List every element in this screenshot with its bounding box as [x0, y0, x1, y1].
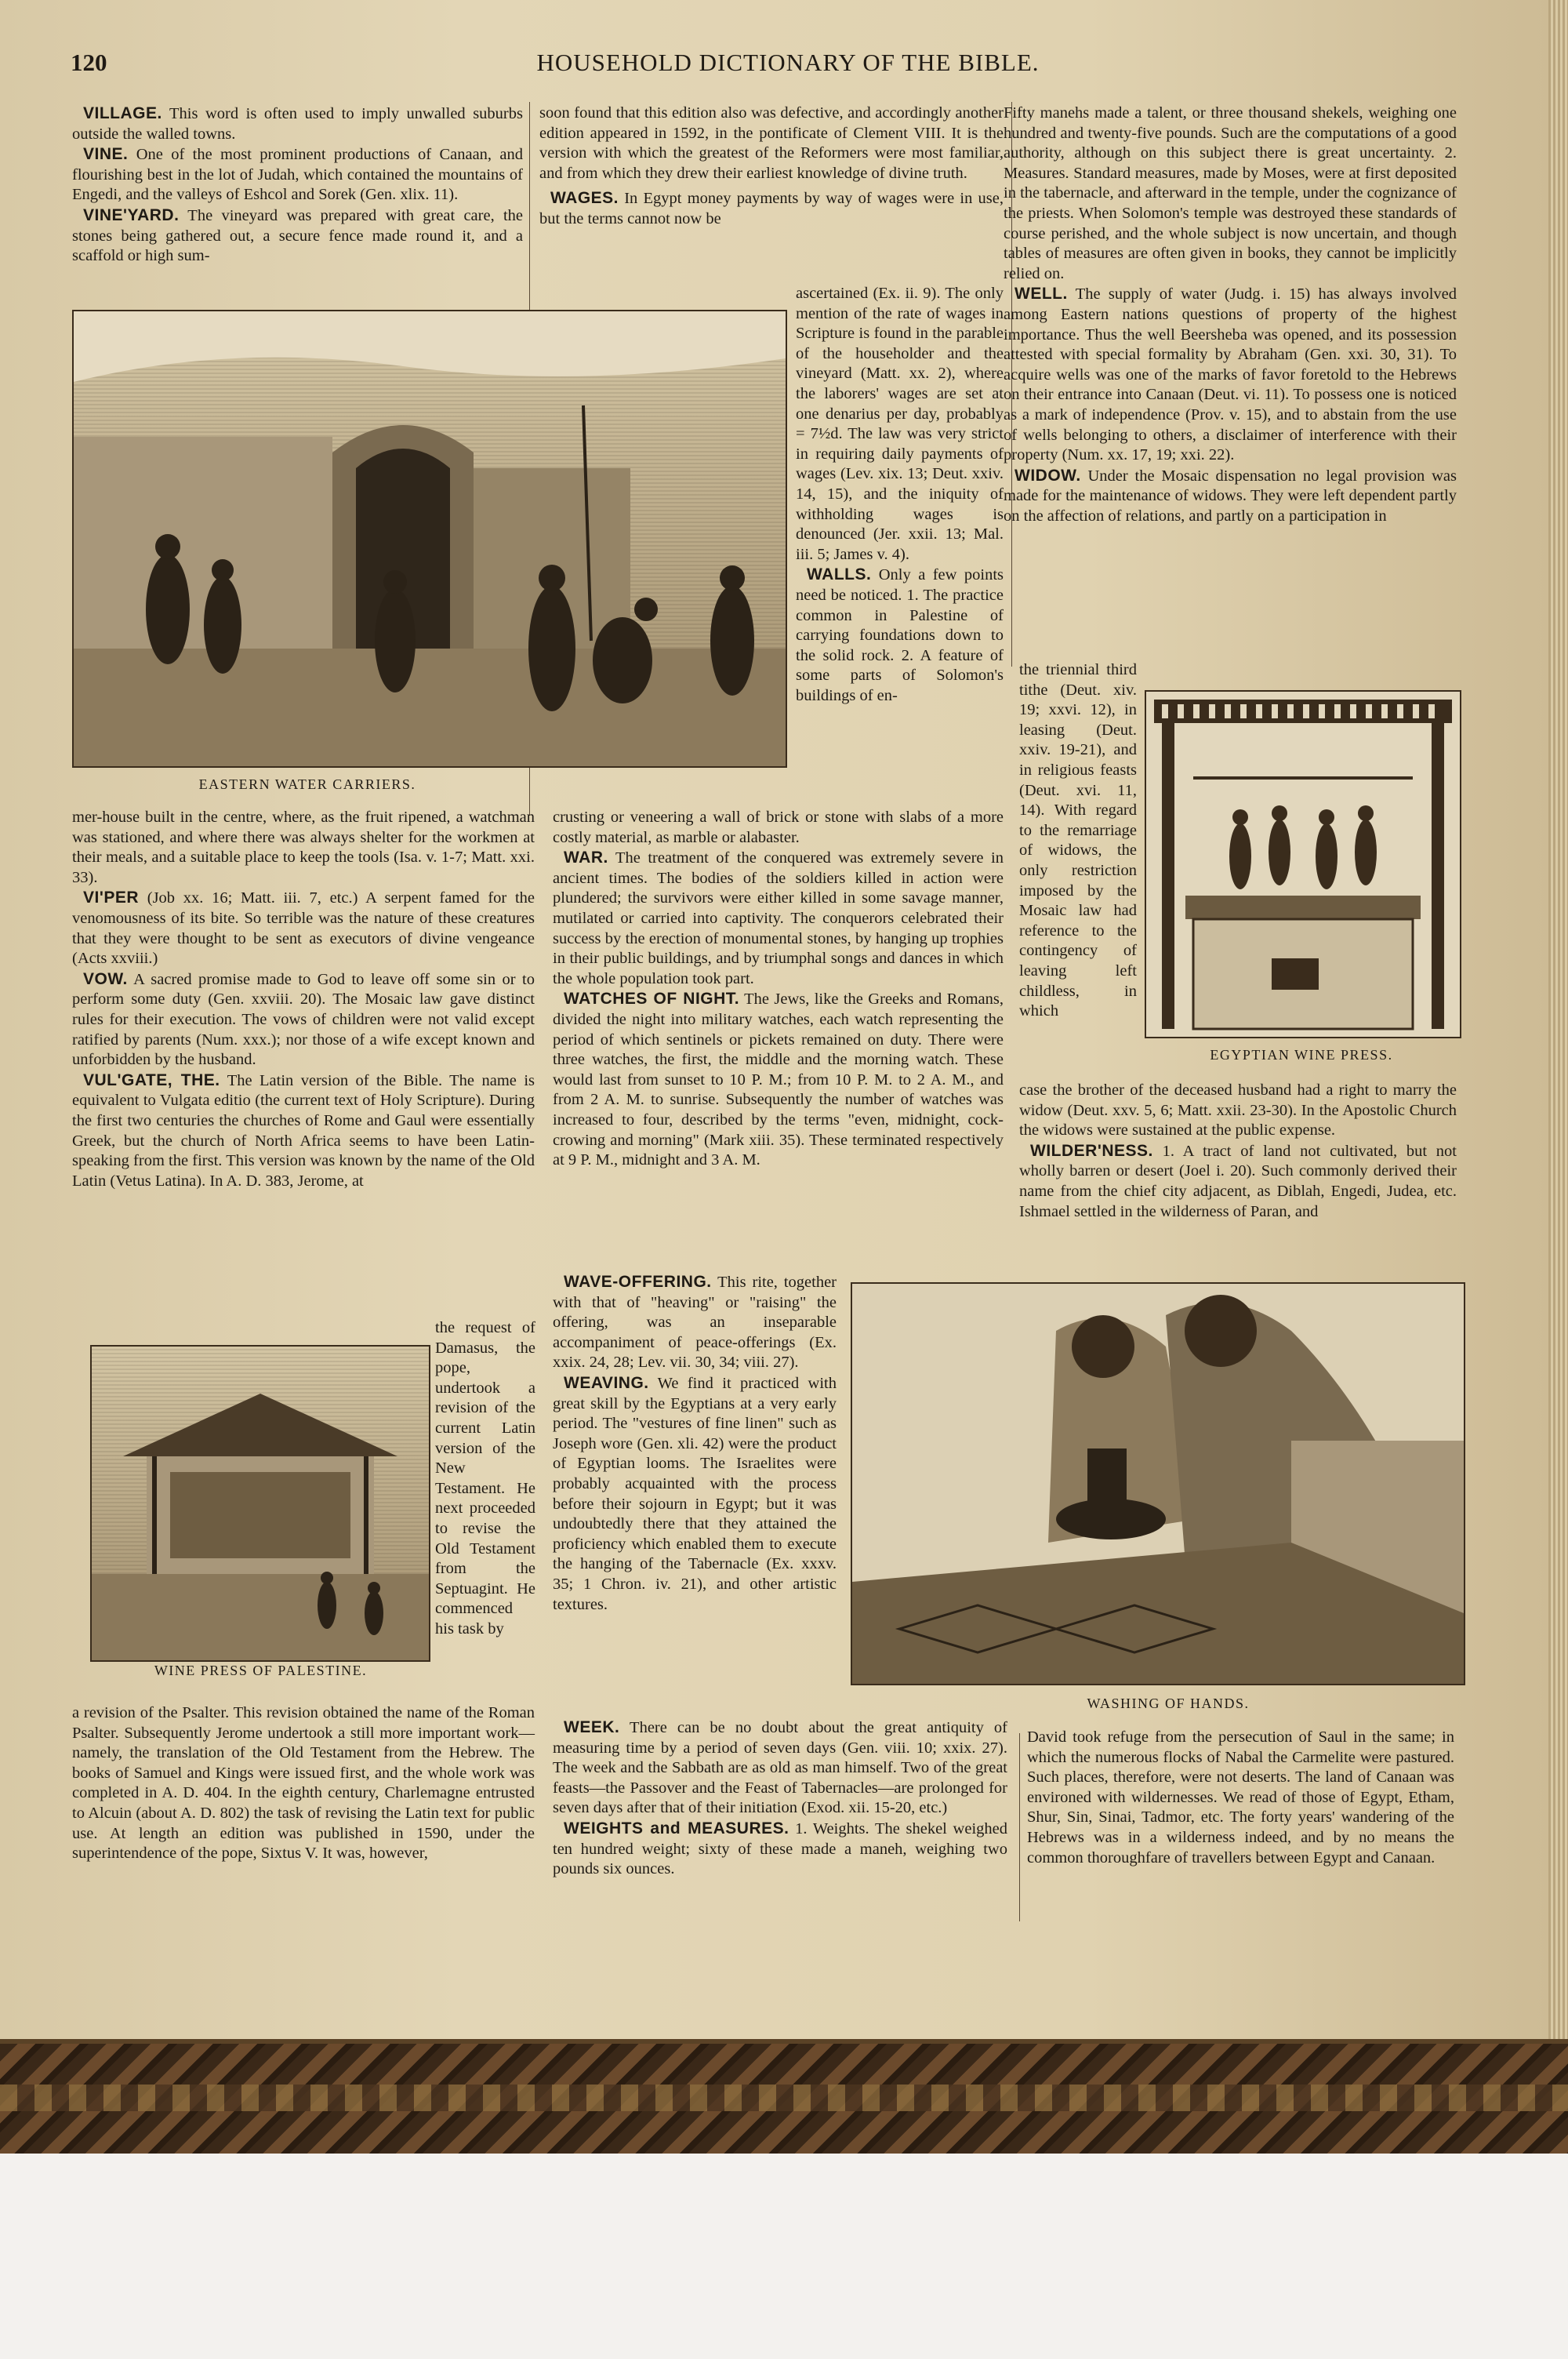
wages-entry-start: WAGES. In Egypt money payments by way of wages were in use, but the terms cannot now be	[539, 189, 1004, 227]
entry-headword: WILDER'NESS.	[1030, 1141, 1153, 1160]
entry-headword: VUL'GATE, THE.	[83, 1070, 220, 1089]
entry-headword: VINE.	[83, 145, 129, 164]
entry-text: crusting or veneering a wall of brick or stone with slabs of a more costly material, as marble or alabaster.	[553, 809, 1004, 846]
entry-headword: VI'PER	[83, 889, 140, 907]
column-3-widow-cont	[1019, 660, 1137, 1022]
illustration-egyptian-wine-press	[1145, 690, 1461, 1038]
column-1-top	[72, 104, 523, 267]
entry-text: The treatment of the conquered was extremely severe in ancient times. The bodies of the soldiers killed in action were plundered; the survivors were either killed in some savage manner, mutilated or carried into captivity. The conquerors celebrated their success by the erection of monumental stones, by hanging up trophies in their public buildings, and by triumphal songs and dances in which the whole population took part.	[553, 849, 1004, 987]
entry-text: Fifty manehs made a talent, or three thousand shekels, weighing one hundred and twenty-five pounds. Such are the computations of a good authority, although on this subject there is great uncertainty. 2. Measures. Standard measures, made by Moses, were at first deposited in the tabernacle, and afterward in the temple, under the cognizance of the priests. When Solomon's temple was destroyed these standards of course perished, and the whole subject is now uncertain, and though tables of measures are often given in books, they cannot be implicitly relied on.	[1004, 104, 1457, 282]
entry-headword: WAVE-OFFERING.	[564, 1273, 712, 1291]
column-1-bottom	[72, 1703, 535, 1864]
dictionary-entry	[1004, 104, 1457, 284]
dictionary-entry	[553, 1819, 1007, 1880]
dictionary-entry	[72, 969, 535, 1070]
dictionary-entry	[72, 144, 523, 205]
dictionary-entry	[72, 205, 523, 267]
headword-walls: WALLS.	[807, 565, 872, 584]
entry-headword: WIDOW.	[1014, 466, 1081, 485]
dictionary-entry	[553, 1373, 837, 1615]
walls-entry: WALLS. Only a few points need be noticed. 1. The practice common in Palestine of carrying foundations down to the solid rock. 2. A feature of some parts of Solomon's buildings of en-	[796, 565, 1004, 704]
entry-headword: WAR.	[564, 849, 608, 867]
column-2-wave-weaving	[553, 1272, 837, 1615]
entry-text: 1. A tract of land not cultivated, but not wholly barren or desert (Joel i. 20). Such commonly derived their name from the chief city adjacent, as Diblah, Engedi, Judea, etc. Ishmael settled in the wilderness of Paran, and	[1019, 1142, 1457, 1220]
column-3-bottom	[1027, 1728, 1454, 1868]
entry-text: 1. Weights. The shekel weighed ten hundred weight; sixty of these made a maneh, weighing two pounds six ounces.	[553, 1819, 1007, 1878]
entry-text: The supply of water (Judg. i. 15) has always involved among Eastern nations questions of property of the highest importance. Thus the well Beersheba was opened, and its possession attested with special formality by Abraham (Gen. xxi. 30, 31). To acquire wells was one of the marks of favor foretold to the Hebrews on their entrance into Canaan (Deut. vi. 11). To possess one is noticed as a mark of independence (Prov. v. 15), and to abstain from the use of wells belonging to others, a disclaimer of interference with their property (Num. xx. 17, 19; xxi. 22).	[1004, 285, 1457, 464]
dictionary-entry	[553, 989, 1004, 1170]
entry-text: This rite, together with that of "heaving" or "raising" the offering, was an inseparable accompaniment of peace-offerings (Ex. xxix. 24, 28; Lev. vii. 30, 34; viii. 27).	[553, 1274, 837, 1372]
dictionary-entry	[72, 1070, 535, 1192]
illustration-water-carriers	[72, 310, 787, 768]
column-2-bottom	[553, 1717, 1007, 1880]
dictionary-entry	[1004, 466, 1457, 527]
entry-text: One of the most prominent productions of Canaan, and flourishing best in the lot of Judah, which contained the mountains of Engedi, and the valleys of Eshcol and Sorek (Gen. xlix. 11).	[72, 146, 523, 204]
dictionary-entry	[1004, 284, 1457, 465]
entry-text: This word is often used to imply unwalled suburbs outside the walled towns.	[72, 105, 523, 143]
entry-text: case the brother of the deceased husband had a right to marry the widow (Deut. xxv. 5, 6; Matt. xxii. 23-30). In the Apostolic Church the widows were sustained at the public expense.	[1019, 1081, 1457, 1140]
vulgate-continuation: soon found that this edition also was defective, and accordingly another edition appeared in 1592, in the pontificate of Clement VIII. It is the version with which the greatest of the Reformers were most familiar, and from which they drew their earliest knowledge of divine truth.	[539, 104, 1004, 182]
column-1-beside-press	[435, 1318, 535, 1640]
dictionary-entry	[553, 848, 1004, 989]
column-2-top	[539, 104, 1004, 230]
entry-text: We find it practiced with great skill by the Egyptians at a very early period. The "vestures of fine linen" such as Joseph wore (Gen. xli. 42) were the product of Egyptian looms. The Israelites were probably acquainted with the process before their sojourn in Egypt; but it was undoubtedly there that they attained the proficiency which enabled them to execute the hanging of the Tabernacle (Ex. xxxv. 35; 1 Chron. iv. 21), and other artistic textures.	[553, 1374, 837, 1613]
entry-text: mer-house built in the centre, where, as the fruit ripened, a watchman was stationed, and where there was always shelter for the workmen at their meals, and a suitable place to keep the tools (Isa. v. 1-7; Matt. xxi. 33).	[72, 809, 535, 886]
entry-headword: VINE'YARD.	[83, 205, 180, 224]
dictionary-entry	[1019, 1081, 1457, 1141]
dictionary-entry	[553, 1717, 1007, 1819]
dictionary-entry	[72, 888, 535, 969]
entry-headword: WEAVING.	[564, 1373, 649, 1392]
entry-text: (Job xx. 16; Matt. iii. 7, etc.) A serpent famed for the venomousness of its bite. So terrible was the nature of these creatures that they were thought to be sent as executors of divine vengeance (Acts xxviii.)	[72, 889, 535, 968]
entry-text: Under the Mosaic dispensation no legal provision was made for the maintenance of widows. They were left dependent partly on the affection of relations, and partly on a participation in	[1004, 467, 1457, 525]
caption-palestine-wine-press: WINE PRESS OF PALESTINE.	[154, 1663, 368, 1678]
column-2-wages	[796, 284, 1004, 706]
dictionary-entry	[72, 808, 535, 888]
vulgate-continued: the request of Damasus, the pope, undertook a revision of the current Latin version of the New Testament. He next proceeded to revise the Old Testament from the Septuagint. He commenced his task by	[435, 1319, 535, 1637]
page-title: HOUSEHOLD DICTIONARY OF THE BIBLE.	[536, 49, 1040, 76]
entry-text: The Latin version of the Bible. The name is equivalent to Vulgata editio (the current text of Holy Scripture). During the first two centuries the churches of Rome and Gaul were essentially Greek, but the church of North Africa seems to have been Latin-speaking from the first. This version was known by the name of the Old Latin (Vetus Latina). In A. D. 383, Jerome, at	[72, 1071, 535, 1190]
caption-water-carriers: EASTERN WATER CARRIERS.	[198, 776, 416, 792]
widow-continued: the triennial third tithe (Deut. xiv. 19; xxvi. 12), in leasing (Deut. xxiv. 19-21), and in religious feasts (Deut. xvi. 11, 14). With regard to the remarriage of widows, the only restriction imposed by the Mosaic law had reference to the contingency of leaving left childless, in which	[1019, 661, 1137, 1020]
dictionary-entry	[1019, 1141, 1457, 1222]
entry-text: The Jews, like the Greeks and Romans, divided the night into military watches, each watch representing the period of which sentinels or pickets remained on duty. There were three watches, the first, the middle and the morning watch. These would last from sunset to 10 P. M.; from 10 P. M. to 2 A. M., and from 2 A. M. to sunrise. Subsequently the number of watches was increased to four, described by the terms "even, midnight, cock-crowing and morning" (Mark xiii. 35). These terminated respectively at 9 P. M., midnight and 3 A. M.	[553, 990, 1004, 1169]
column-2-middle	[553, 808, 1004, 1171]
binding-ornament	[0, 2085, 1568, 2111]
illustration-washing-hands	[851, 1282, 1465, 1685]
caption-egyptian-wine-press: EGYPTIAN WINE PRESS.	[1210, 1047, 1393, 1063]
column-1-middle	[72, 808, 535, 1191]
column-3-top	[1004, 104, 1457, 526]
dictionary-entry	[553, 808, 1004, 848]
page-edges	[1548, 0, 1568, 2039]
illustration-palestine-wine-press	[90, 1345, 430, 1662]
entry-text: The vineyard was prepared with great care, the stones being gathered out, a secure fence made round it, and a scaffold or high sum-	[72, 206, 523, 265]
vulgate-ending: a revision of the Psalter. This revision obtained the name of the Roman Psalter. Subsequently Jerome undertook a still more important work—namely, the translation of the Old Testament from the Hebrew. The books of Samuel and Kings were issued first, and the whole work was completed in A. D. 404. In the eighth century, Charlemagne entrusted to Alcuin (about A. D. 802) the task of revising the Latin text for public use. At length an edition was published in 1590, under the superintendence of the pope, Sixtus V. It was, however,	[72, 1704, 535, 1863]
entry-text: A sacred promise made to God to leave off some sin or to perform some duty (Gen. xxviii. 20). The Mosaic law gave distinct rules for their execution. The vows of children were not valid except ratified by parents (Num. xxx.); nor those of a wife except known and unforbidden by the husband.	[72, 970, 535, 1069]
caption-washing-hands: WASHING OF HANDS.	[1087, 1696, 1250, 1711]
column-rule-bottom	[1019, 1733, 1020, 1921]
entry-headword: WATCHES OF NIGHT.	[564, 990, 740, 1009]
dictionary-entry	[553, 1272, 837, 1373]
page-number: 120	[71, 49, 107, 76]
entry-text: There can be no doubt about the great antiquity of measuring time by a period of seven days (Gen. viii. 10; xxix. 27). The week and the Sabbath are as old as man himself. Two of the great feasts—the Passover and the Feast of Tabernacles—are prolonged for seven days after that of their initiation (Exod. xii. 15-20, etc.)	[553, 1719, 1007, 1817]
entry-headword: WEEK.	[564, 1718, 620, 1736]
dictionary-entry	[72, 104, 523, 144]
entry-headword: VOW.	[83, 969, 128, 988]
column-3-middle	[1019, 1081, 1457, 1222]
entry-headword: WEIGHTS and MEASURES.	[564, 1819, 789, 1837]
entry-headword: WELL.	[1014, 285, 1068, 304]
wilderness-continued: David took refuge from the persecution of Saul in the same; in which the numerous flocks of Nabal the Carmelite were pastured. Such places, therefore, were not deserts. The land of Canaan was environed with wildernesses. We read of those of Egypt, Etham, Shur, Sin, Sinai, Tadmor, etc. The forty years' wandering of the Hebrews was in a wilderness indeed, and by no means the common thoroughfare of travellers between Egypt and Canaan.	[1027, 1728, 1454, 1866]
running-header	[71, 49, 1505, 80]
wages-entry-rest: ascertained (Ex. ii. 9). The only mention of the rate of wages in Scripture is found in the parable of the householder and the vineyard (Matt. xx. 2), where the laborers' wages are set at one denarius per day, probably = 7½d. The law was very strict in requiring daily payments of wages (Lev. xix. 13; Deut. xxiv. 14, 15), and the iniquity of withholding wages is denounced (Jer. xxii. 13; Mal. iii. 5; James v. 4).	[796, 285, 1004, 563]
entry-headword: VILLAGE.	[83, 104, 162, 122]
headword-wages: WAGES.	[550, 189, 619, 208]
